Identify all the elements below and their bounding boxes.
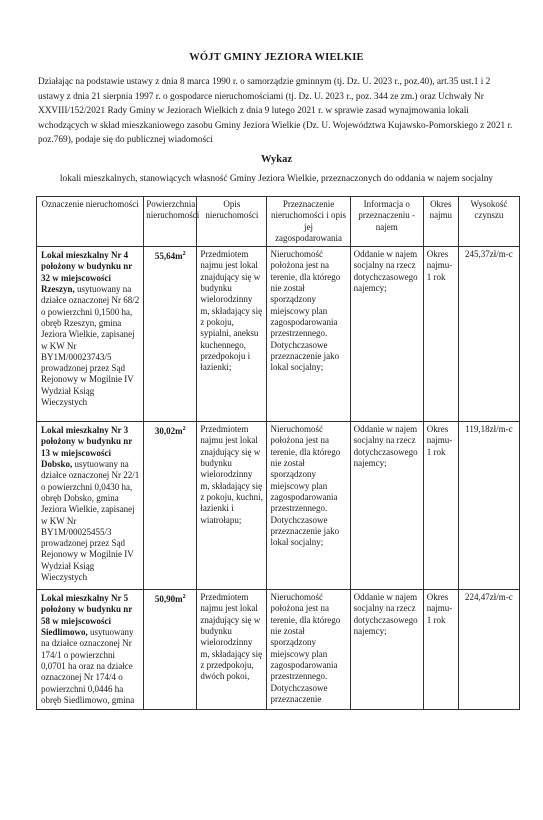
cell-rent: 119,18zł/m-c: [458, 422, 519, 590]
cell-designation: [37, 590, 144, 710]
header-description: Opis nieruchomości: [197, 196, 267, 246]
header-rent: Wysokość czynszu: [458, 196, 519, 246]
designation-rest: usytuowany na działce oznaczonej Nr 22/1 o powierzchni 0,0430 ha, obręb Dobsko, gmina Jeziora Wielkie, zapisanej w KW Nr BY1M/00025455/3 prowadzonej przez Sąd Rejonowy w Mogilnie IV Wydział Ksiąg Wieczystych: [41, 459, 140, 583]
area-value: 30,02m: [154, 426, 183, 437]
area-unit-sup: 2: [182, 426, 186, 433]
cell-purpose: Nieruchomość położona jest na terenie, dla którego nie został sporządzony miejscowy plan zagospodarowania przestrzennego. Dotychczasowe przeznaczenie jako lokal socjalny;: [267, 247, 350, 422]
designation-bold: Lokal mieszkalny Nr 5 położony w budynku nr 58 w miejscowości Siedlimowo,: [41, 593, 133, 638]
cell-purpose: Nieruchomość położona jest na terenie, dla którego nie został sporządzony miejscowy plan zagospodarowania przestrzennego. Dotychczasowe przeznaczenie: [267, 590, 350, 710]
area-value: 55,64m: [154, 251, 183, 262]
area-value: 50,90m: [154, 594, 183, 605]
table-header-row: [37, 196, 520, 246]
cell-info: Oddanie w najem socjalny na rzecz dotychczasowego najemcy;: [350, 422, 423, 590]
cell-period: Okres najmu-1 rok: [423, 247, 458, 422]
document-title: WÓJT GMINY JEZIORA WIELKIE: [189, 52, 364, 63]
area-unit-sup: 2: [182, 251, 186, 258]
table-row: [37, 422, 520, 590]
designation-rest: usytuowany na działce oznaczonej Nr 68/2 o powierzchni 0,1500 ha, obręb Rzeszyn, gmina Jeziora Wielkie, zapisanej w KW Nr BY1M/00023743/5 prowadzonej przez Sąd Rejonowy w Mogilnie IV Wydział Ksiąg Wieczystych: [41, 284, 140, 408]
cell-designation: [37, 422, 144, 590]
designation-bold: Lokal mieszkalny Nr 4 położony w budynku nr 32 w miejscowości Rzeszyn,: [41, 250, 133, 295]
intro-paragraph: Działając na podstawie ustawy z dnia 8 marca 1990 r. o samorządzie gminnym (tj. Dz. U. 2023 r., poz.40), art.35 ust.1 i 2 ustawy z dnia 21 sierpnia 1997 r. o gospodarce nieruchomościami (tj. Dz. U. 2023 r., poz. 344 ze zm.) oraz Uchwały Nr XXVIII/152/2021 Rady Gminy w Jeziorach Wielkich z dnia 9 lutego 2021 r. w sprawie zasad wynajmowania lokali wchodzących w skład mieszkaniowego zasobu Gminy Jeziora Wielkie (Dz. U. Województwa Kujawsko-Pomorskiego z 2021 r. poz.769), podaje się do publicznej wiadomości: [38, 77, 513, 146]
cell-rent: 245,37zł/m-c: [458, 247, 519, 422]
list-heading: Wykaz: [260, 153, 293, 165]
cell-description: Przedmiotem najmu jest lokal znajdujący się w budynku wielorodzinny m, składający się z pokoju, sypialni, aneksu kuchennego, przedpokoju i łazienki;: [197, 247, 267, 422]
list-subtitle: lokali mieszkalnych, stanowiących własność Gminy Jeziora Wielkie, przeznaczonych do oddania w najem socjalny: [59, 173, 494, 184]
cell-period: Okres najmu-1 rok: [423, 422, 458, 590]
designation-rest: usytuowany na działce oznaczonej Nr 174/1 o powierzchni 0,0701 ha oraz na działce oznaczonej Nr 174/4 o powierzchni 0,0446 ha obręb Siedlimowo, gmina: [41, 627, 135, 705]
designation-bold: Lokal mieszkalny Nr 3 położony w budynku nr 13 w miejscowości Dobsko,: [41, 425, 133, 470]
property-table: [36, 196, 520, 710]
cell-description: Przedmiotem najmu jest lokal znajdujący się w budynku wielorodzinny m, składający się z pokoju, kuchni, łazienki i wiatrołapu;: [197, 422, 267, 590]
cell-period: Okres najmu-1 rok: [423, 590, 458, 710]
header-info: Informacja o przeznaczeniu - najem: [350, 196, 423, 246]
header-purpose: Przeznaczenie nieruchomości i opis jej zagospodarowania: [267, 196, 350, 246]
cell-purpose: Nieruchomość położona jest na terenie, dla którego nie został sporządzony miejscowy plan zagospodarowania przestrzennego. Dotychczasowe przeznaczenie jako lokal socjalny;: [267, 422, 350, 590]
area-unit-sup: 2: [182, 594, 186, 601]
document-page: [0, 52, 543, 820]
cell-rent: 224,47zł/m-c: [458, 590, 519, 710]
header-period: Okres najmu: [423, 196, 458, 246]
cell-info: Oddanie w najem socjalny na rzecz dotychczasowego najemcy;: [350, 247, 423, 422]
table-row: [37, 247, 520, 422]
cell-area: [144, 247, 197, 422]
cell-designation: [37, 247, 144, 422]
cell-area: [144, 422, 197, 590]
header-area: Powierzchnia nieruchomości: [144, 196, 197, 246]
cell-info: Oddanie w najem socjalny na rzecz dotychczasowego najemcy;: [350, 590, 423, 710]
cell-area: [144, 590, 197, 710]
cell-description: Przedmiotem najmu jest lokal znajdujący się w budynku wielorodzinny m, składający się z przedpokoju, dwóch pokoi,: [197, 590, 267, 710]
table-row: [37, 590, 520, 710]
header-designation: Oznaczenie nieruchomości: [37, 196, 144, 246]
